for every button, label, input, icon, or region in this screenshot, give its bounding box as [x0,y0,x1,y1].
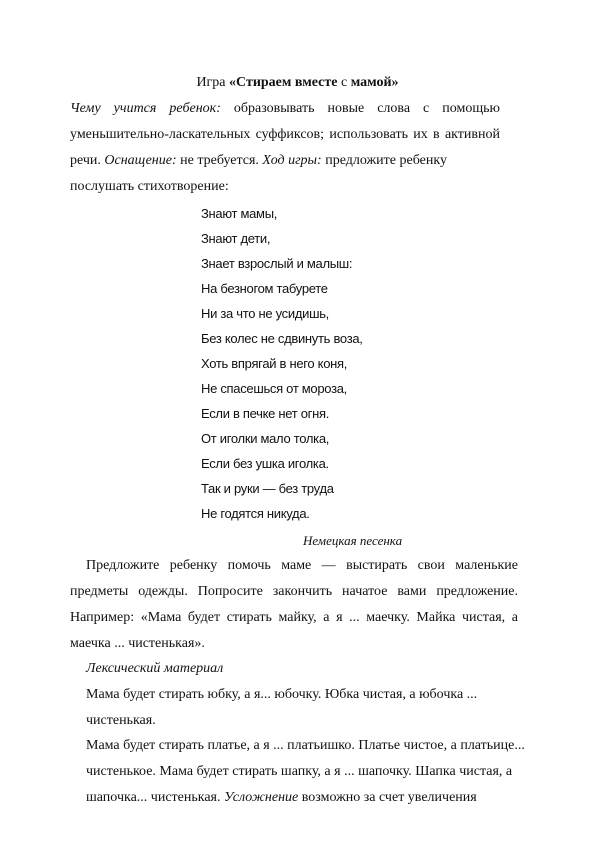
lexical-line-2: чистенькая. [86,713,156,728]
equipment-label: Оснащение: [104,153,177,168]
poem-line: От иголки мало толка, [201,431,330,446]
intro-line-2: уменьшительно-ласкательных суффиксов; использовать их в активной [70,127,500,142]
poem-line: Хоть впрягай в него коня, [201,356,348,371]
poem-line: На безногом табурете [201,281,328,296]
poem-line: Не спасешься от мороза, [201,381,347,396]
page-title [0,74,595,92]
game-procedure-label: Ход игры: [262,153,322,168]
task-line-2: предметы одежды. Попросите закончить начатое вами предложение. [70,584,518,599]
poem-line: Знает взрослый и малыш: [201,256,353,271]
poem-line: Ни за что не усидишь, [201,306,329,321]
lexical-line-4: чистенькое. Мама будет стирать шапку, а я ... шапочку. Шапка чистая, а [86,764,513,779]
intro-line-4: послушать стихотворение: [70,179,229,194]
intro-line-1 [70,100,500,118]
goal-text: образовывать новые слова с помощью [220,101,500,116]
poem-line: Если в печке нет огня. [201,406,330,421]
task-line-3: Например: «Мама будет стирать майку, а я ... маечку. Майка чистая, а [70,610,518,625]
poem-line: Не годятся никуда. [201,506,310,521]
lexical-line-1: Мама будет стирать юбку, а я... юбочку. Юбка чистая, а юбочка ... [86,687,478,702]
complication-label: Усложнение [223,790,299,805]
goal-label: Чему учится ребенок: [70,101,221,116]
task-line-1: Предложите ребенку помочь маме — выстирать свои маленькие [86,558,518,573]
lexical-heading: Лексический материал [86,661,224,676]
poem-line: Без колес не сдвинуть воза, [201,331,363,346]
intro-line-3: речи. Оснащение: не требуется. Ход игры: предложите ребенку [70,153,447,168]
poem-line: Знают дети, [201,231,271,246]
poem-line: Знают мамы, [201,206,278,221]
poem-credit: Немецкая песенка [302,533,403,548]
title-game-name: «Стираем вместе [229,75,338,90]
task-line-4: маечка ... чистенькая». [70,636,205,651]
title-middle: с [337,75,351,90]
title-prefix: Игра [196,75,230,90]
title-game-name-end: мамой» [350,75,399,90]
poem-line: Так и руки — без труда [201,481,334,496]
lexical-line-3: Мама будет стирать платье, а я ... платьишко. Платье чистое, а платьице... [86,738,525,753]
poem-line: Если без ушка иголка. [201,456,329,471]
lexical-line-5: шапочка... чистенькая. Усложнение возможно за счет увеличения [86,790,477,805]
